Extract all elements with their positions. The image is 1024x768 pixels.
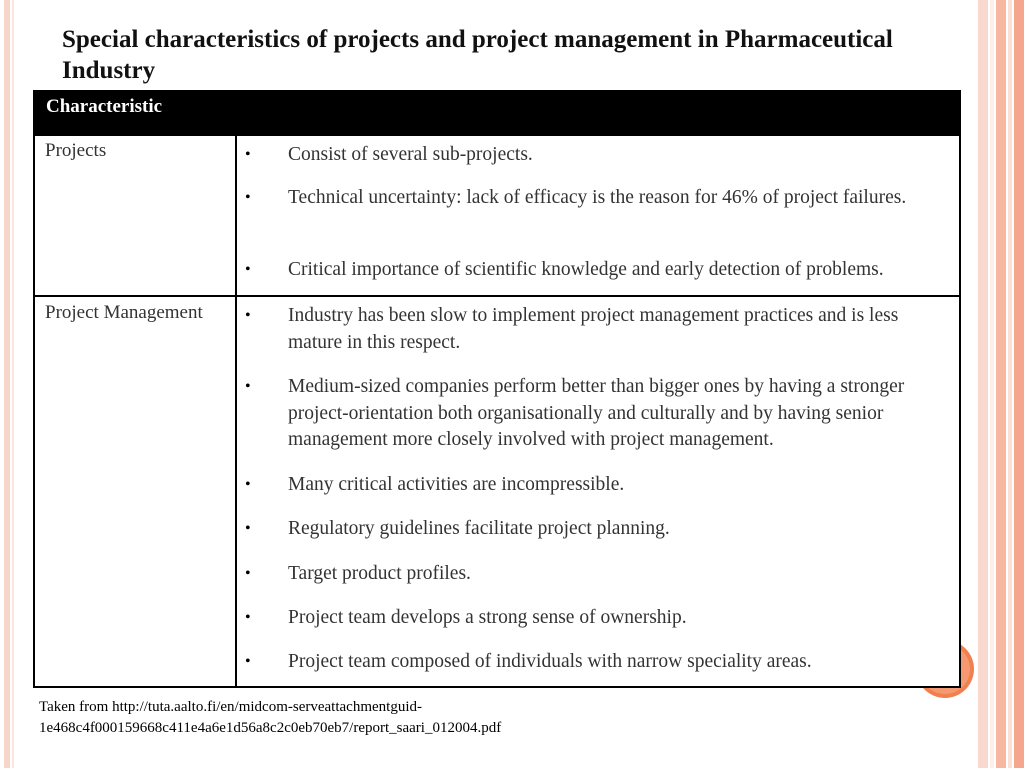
slide-title: Special characteristics of projects and project management in Pharmaceutical Industry <box>62 26 893 84</box>
bullet-icon: • <box>245 476 251 493</box>
list-item <box>245 185 945 212</box>
characteristics-table <box>33 90 961 688</box>
bullet-icon: • <box>245 520 251 537</box>
list-item-text: Project team composed of individuals with narrow speciality areas. <box>288 651 812 672</box>
list-item <box>245 257 945 284</box>
list-item <box>245 142 945 169</box>
bullet-icon: • <box>245 307 251 324</box>
list-item-text: Regulatory guidelines facilitate project planning. <box>288 518 670 539</box>
left-decorative-stripe-thin <box>12 0 14 768</box>
right-decorative-stripe <box>996 0 1006 768</box>
bullet-icon: • <box>245 609 251 626</box>
list-item <box>245 303 945 356</box>
table-header <box>35 92 959 136</box>
left-decorative-stripe <box>4 0 10 768</box>
list-item-text: Project team develops a strong sense of ownership. <box>288 607 687 628</box>
bullet-icon: • <box>245 378 251 395</box>
bullet-icon: • <box>245 653 251 670</box>
list-item <box>245 374 945 454</box>
list-item-text: Target product profiles. <box>288 563 471 584</box>
bullet-icon: • <box>245 261 251 278</box>
list-item-text: Technical uncertainty: lack of efficacy is the reason for 46% of project failures. <box>288 187 907 208</box>
table-header-label: Characteristic <box>46 96 163 117</box>
list-item <box>245 605 945 632</box>
list-item-text: Industry has been slow to implement project management practices and is less mature in this respect. <box>288 305 899 353</box>
list-item-text: Critical importance of scientific knowledge and early detection of problems. <box>288 259 884 280</box>
row-label-project-management: Project Management <box>45 302 203 323</box>
bullet-icon: • <box>245 146 251 163</box>
right-decorative-stripe <box>990 0 994 768</box>
right-decorative-stripe <box>978 0 988 768</box>
bullet-icon: • <box>245 565 251 582</box>
bullet-icon: • <box>245 189 251 206</box>
list-item <box>245 561 945 588</box>
list-item-text: Consist of several sub-projects. <box>288 144 533 165</box>
column-divider <box>235 136 237 686</box>
source-citation <box>39 697 939 739</box>
list-item <box>245 516 945 543</box>
list-item-text: Many critical activities are incompressible. <box>288 474 625 495</box>
row-label-projects: Projects <box>45 140 107 161</box>
source-line-1: Taken from http://tuta.aalto.fi/en/midcom-serveattachmentguid- <box>39 699 422 715</box>
row-divider <box>35 295 959 297</box>
list-item-text: Medium-sized companies perform better than bigger ones by having a stronger project-orientation both organisationally and culturally and by having senior management more closely involved with project management. <box>288 376 905 450</box>
right-decorative-stripe <box>1014 0 1024 768</box>
right-decorative-stripe <box>1008 0 1012 768</box>
list-item <box>245 472 945 499</box>
list-item <box>245 649 945 676</box>
source-line-2: 1e468c4f000159668c411e4a6e1d56a8c2c0eb70eb7/report_saari_012004.pdf <box>39 720 502 736</box>
